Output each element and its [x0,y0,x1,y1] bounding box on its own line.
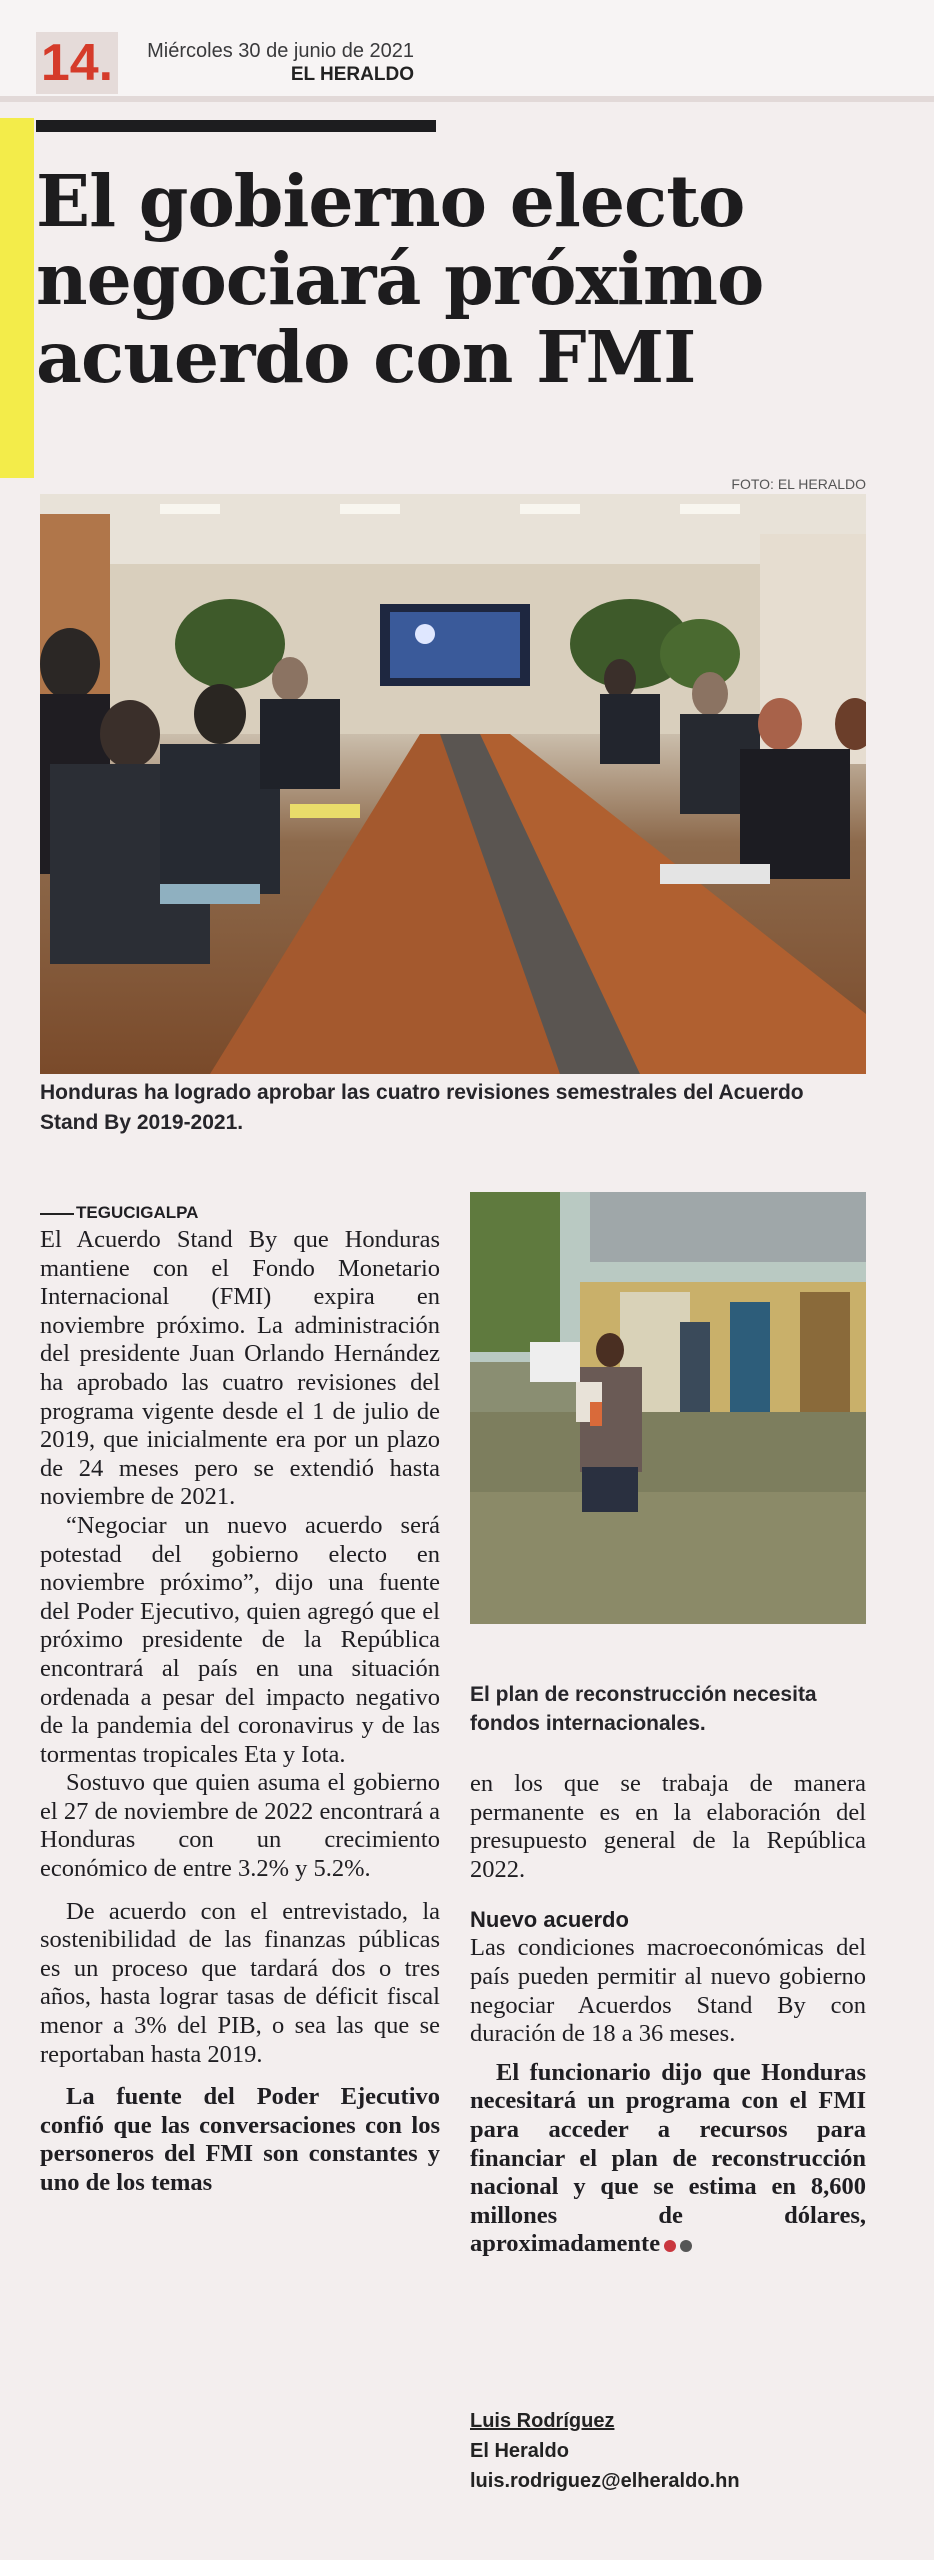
end-mark-icon [680,2240,692,2252]
paragraph: en los que se trabaja de manera permanente es en la elaboración del presupuesto general de la República 2022. [470,1770,866,1883]
highlighter-mark [0,118,34,478]
meeting-photo-illustration [40,494,866,1074]
flood-photo-illustration [470,1192,866,1624]
header-divider [0,96,934,102]
subhead: Nuevo acuerdo [470,1907,629,1933]
article-column-2 [470,1770,866,2259]
byline [470,2406,866,2496]
article-column-1 [40,1200,440,2198]
photo-credit: FOTO: EL HERALDO [731,476,866,492]
flood-photo [470,1192,866,1624]
publication-name: EL HERALDO [290,64,414,85]
page-number: 14. [36,32,118,94]
paragraph: Sostuvo que quien asuma el gobierno el 27 de noviembre de 2022 encontrará a Honduras con un crecimiento económico de entre 3.2% y 5.2%. [40,1769,440,1883]
main-photo-caption: Honduras ha logrado aprobar las cuatro revisiones semestrales del Acuerdo Stand By 2019-2021. [40,1081,804,1134]
paragraph: El Acuerdo Stand By que Honduras mantiene con el Fondo Monetario Internacional (FMI) expira en noviembre próximo. La administración del presidente Juan Orlando Hernández ha aprobado las cuatro revisiones del programa vigente desde el 1 de julio de 2019, que inicialmente era por un plazo de 24 meses pero se extendió hasta noviembre de 2021. [40,1226,440,1511]
dateline-rule [40,1213,74,1215]
meeting-photo [40,494,866,1074]
dateline: TEGUCIGALPA [40,1200,440,1226]
headline-rule [36,120,436,132]
paragraph: De acuerdo con el entrevistado, la sostenibilidad de las finanzas públicas es un proceso que tardará dos o tres años, hasta lograr tasas de déficit fiscal menor a 3% del PIB, o sea las que se reportaban hasta 2019. [40,1897,440,2068]
paragraph: “Negociar un nuevo acuerdo será potestad del gobierno electo en noviembre próximo”, dijo una fuente del Poder Ejecutivo, quien agregó que el próximo presidente de la República encontrará al país en una situación ordenada a pesar del impacto negativo de la pandemia del coronavirus y de las tormentas tropicales Eta y Iota. [40,1511,440,1768]
end-mark-icon [664,2240,676,2252]
issue-date: Miércoles 30 de junio de 2021 [147,40,414,62]
author-email[interactable]: luis.rodriguez@elheraldo.hn [470,2470,740,2492]
paragraph: La fuente del Poder Ejecutivo confió que las conversaciones con los personeros del FMI son constantes y uno de los temas [40,2083,440,2196]
author-outlet: El Heraldo [470,2440,569,2462]
headline: El gobierno electo negociará próximo acuerdo con FMI [36,159,764,399]
paragraph: Las condiciones macroeconómicas del país pueden permitir al nuevo gobierno negociar Acuerdos Stand By con duración de 18 a 36 meses. [470,1934,866,2048]
author-name: Luis Rodríguez [470,2410,615,2432]
closing-paragraph: El funcionario dijo que Honduras necesitará un programa con el FMI para acceder a recursos para financiar el plan de reconstrucción nacional y que se estima en 8,600 millones de dólares, aproximadamente [470,2058,866,2258]
flood-photo-caption: El plan de reconstrucción necesita fondos internacionales. [470,1683,817,1735]
